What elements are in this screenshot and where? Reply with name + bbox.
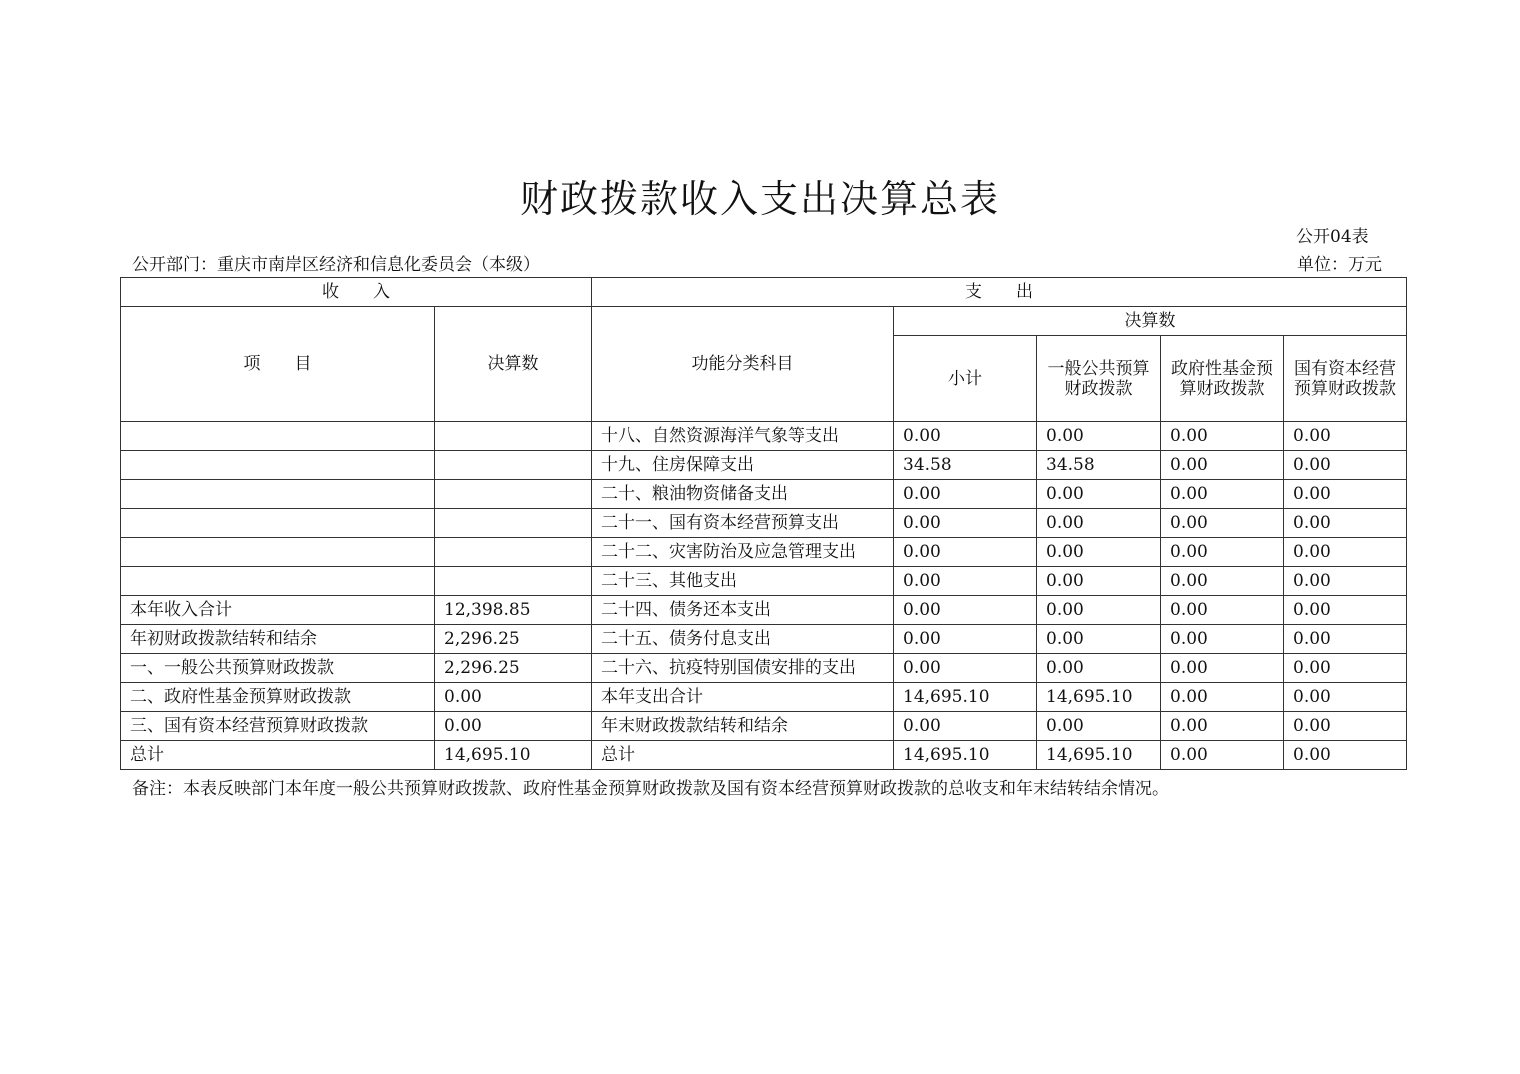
state-capital-value: 0.00 bbox=[1284, 538, 1407, 567]
gov-fund-value: 0.00 bbox=[1161, 683, 1284, 712]
subtotal-value: 0.00 bbox=[894, 538, 1037, 567]
table-row bbox=[121, 596, 1407, 625]
income-amount bbox=[435, 422, 592, 451]
state-capital-value: 0.00 bbox=[1284, 712, 1407, 741]
general-budget-header: 一般公共预算财政拨款 bbox=[1037, 336, 1161, 422]
expense-subject: 二十六、抗疫特别国债安排的支出 bbox=[592, 654, 894, 683]
item-header: 项 目 bbox=[121, 307, 435, 422]
income-amount bbox=[435, 451, 592, 480]
general-value: 0.00 bbox=[1037, 625, 1161, 654]
table-row bbox=[121, 451, 1407, 480]
table-row bbox=[121, 712, 1407, 741]
general-value: 0.00 bbox=[1037, 712, 1161, 741]
table-row bbox=[121, 422, 1407, 451]
expense-subject: 总计 bbox=[592, 741, 894, 770]
subtotal-value: 0.00 bbox=[894, 625, 1037, 654]
expense-subject: 十九、住房保障支出 bbox=[592, 451, 894, 480]
general-value: 34.58 bbox=[1037, 451, 1161, 480]
gov-fund-value: 0.00 bbox=[1161, 712, 1284, 741]
expense-subject: 十八、自然资源海洋气象等支出 bbox=[592, 422, 894, 451]
income-item bbox=[121, 422, 435, 451]
state-capital-value: 0.00 bbox=[1284, 683, 1407, 712]
general-value: 0.00 bbox=[1037, 538, 1161, 567]
subtotal-value: 0.00 bbox=[894, 712, 1037, 741]
expense-subject: 二十一、国有资本经营预算支出 bbox=[592, 509, 894, 538]
expense-subject: 年末财政拨款结转和结余 bbox=[592, 712, 894, 741]
state-capital-value: 0.00 bbox=[1284, 625, 1407, 654]
gov-fund-value: 0.00 bbox=[1161, 567, 1284, 596]
subtotal-value: 34.58 bbox=[894, 451, 1037, 480]
table-row bbox=[121, 625, 1407, 654]
subtotal-value: 0.00 bbox=[894, 654, 1037, 683]
income-item bbox=[121, 451, 435, 480]
income-item bbox=[121, 509, 435, 538]
income-item: 二、政府性基金预算财政拨款 bbox=[121, 683, 435, 712]
general-value: 0.00 bbox=[1037, 596, 1161, 625]
subtotal-value: 14,695.10 bbox=[894, 741, 1037, 770]
subtotal-value: 0.00 bbox=[894, 509, 1037, 538]
state-capital-value: 0.00 bbox=[1284, 567, 1407, 596]
expense-header: 支 出 bbox=[592, 278, 1407, 307]
amount-header: 决算数 bbox=[435, 307, 592, 422]
general-value: 0.00 bbox=[1037, 480, 1161, 509]
state-capital-value: 0.00 bbox=[1284, 596, 1407, 625]
department-label: 公开部门：重庆市南岸区经济和信息化委员会（本级） bbox=[132, 255, 540, 275]
table-row bbox=[121, 567, 1407, 596]
gov-fund-value: 0.00 bbox=[1161, 451, 1284, 480]
gov-fund-value: 0.00 bbox=[1161, 422, 1284, 451]
income-item: 总计 bbox=[121, 741, 435, 770]
income-item bbox=[121, 567, 435, 596]
general-value: 0.00 bbox=[1037, 509, 1161, 538]
gov-fund-value: 0.00 bbox=[1161, 654, 1284, 683]
expense-subject: 二十三、其他支出 bbox=[592, 567, 894, 596]
expense-subject: 二十四、债务还本支出 bbox=[592, 596, 894, 625]
gov-fund-value: 0.00 bbox=[1161, 625, 1284, 654]
state-capital-value: 0.00 bbox=[1284, 451, 1407, 480]
state-capital-value: 0.00 bbox=[1284, 741, 1407, 770]
func-subject-header: 功能分类科目 bbox=[592, 307, 894, 422]
income-item bbox=[121, 538, 435, 567]
footnote: 备注：本表反映部门本年度一般公共预算财政拨款、政府性基金预算财政拨款及国有资本经营预算财政拨款的总收支和年末结转结余情况。 bbox=[132, 779, 1169, 799]
income-amount bbox=[435, 480, 592, 509]
subtotal-value: 0.00 bbox=[894, 480, 1037, 509]
form-number: 公开04表 bbox=[1296, 227, 1369, 247]
income-amount bbox=[435, 509, 592, 538]
income-amount bbox=[435, 567, 592, 596]
expense-subject: 二十、粮油物资储备支出 bbox=[592, 480, 894, 509]
income-amount: 12,398.85 bbox=[435, 596, 592, 625]
gov-fund-value: 0.00 bbox=[1161, 596, 1284, 625]
table-row bbox=[121, 741, 1407, 770]
expense-subject: 本年支出合计 bbox=[592, 683, 894, 712]
income-item: 三、国有资本经营预算财政拨款 bbox=[121, 712, 435, 741]
general-value: 14,695.10 bbox=[1037, 741, 1161, 770]
subtotal-value: 0.00 bbox=[894, 567, 1037, 596]
state-capital-value: 0.00 bbox=[1284, 654, 1407, 683]
budget-table bbox=[120, 277, 1407, 770]
subtotal-value: 14,695.10 bbox=[894, 683, 1037, 712]
state-capital-value: 0.00 bbox=[1284, 509, 1407, 538]
expense-subject: 二十五、债务付息支出 bbox=[592, 625, 894, 654]
income-amount: 14,695.10 bbox=[435, 741, 592, 770]
expense-subject: 二十二、灾害防治及应急管理支出 bbox=[592, 538, 894, 567]
general-value: 0.00 bbox=[1037, 567, 1161, 596]
gov-fund-value: 0.00 bbox=[1161, 538, 1284, 567]
income-item bbox=[121, 480, 435, 509]
income-amount: 0.00 bbox=[435, 712, 592, 741]
unit-label: 单位：万元 bbox=[1297, 255, 1382, 275]
gov-fund-value: 0.00 bbox=[1161, 480, 1284, 509]
page-title: 财政拨款收入支出决算总表 bbox=[519, 177, 1000, 221]
subtotal-value: 0.00 bbox=[894, 422, 1037, 451]
table-row bbox=[121, 538, 1407, 567]
table-row bbox=[121, 480, 1407, 509]
state-capital-value: 0.00 bbox=[1284, 480, 1407, 509]
general-value: 0.00 bbox=[1037, 654, 1161, 683]
income-amount: 0.00 bbox=[435, 683, 592, 712]
table-row bbox=[121, 683, 1407, 712]
income-item: 一、一般公共预算财政拨款 bbox=[121, 654, 435, 683]
subtotal-value: 0.00 bbox=[894, 596, 1037, 625]
income-amount bbox=[435, 538, 592, 567]
income-item: 年初财政拨款结转和结余 bbox=[121, 625, 435, 654]
income-item: 本年收入合计 bbox=[121, 596, 435, 625]
general-value: 0.00 bbox=[1037, 422, 1161, 451]
gov-fund-header: 政府性基金预算财政拨款 bbox=[1161, 336, 1284, 422]
income-amount: 2,296.25 bbox=[435, 625, 592, 654]
state-capital-value: 0.00 bbox=[1284, 422, 1407, 451]
table-row bbox=[121, 509, 1407, 538]
income-header: 收 入 bbox=[121, 278, 592, 307]
table-row bbox=[121, 654, 1407, 683]
state-capital-header: 国有资本经营预算财政拨款 bbox=[1284, 336, 1407, 422]
subtotal-header: 小计 bbox=[894, 336, 1037, 422]
general-value: 14,695.10 bbox=[1037, 683, 1161, 712]
final-amount-header: 决算数 bbox=[894, 307, 1407, 336]
gov-fund-value: 0.00 bbox=[1161, 509, 1284, 538]
gov-fund-value: 0.00 bbox=[1161, 741, 1284, 770]
income-amount: 2,296.25 bbox=[435, 654, 592, 683]
